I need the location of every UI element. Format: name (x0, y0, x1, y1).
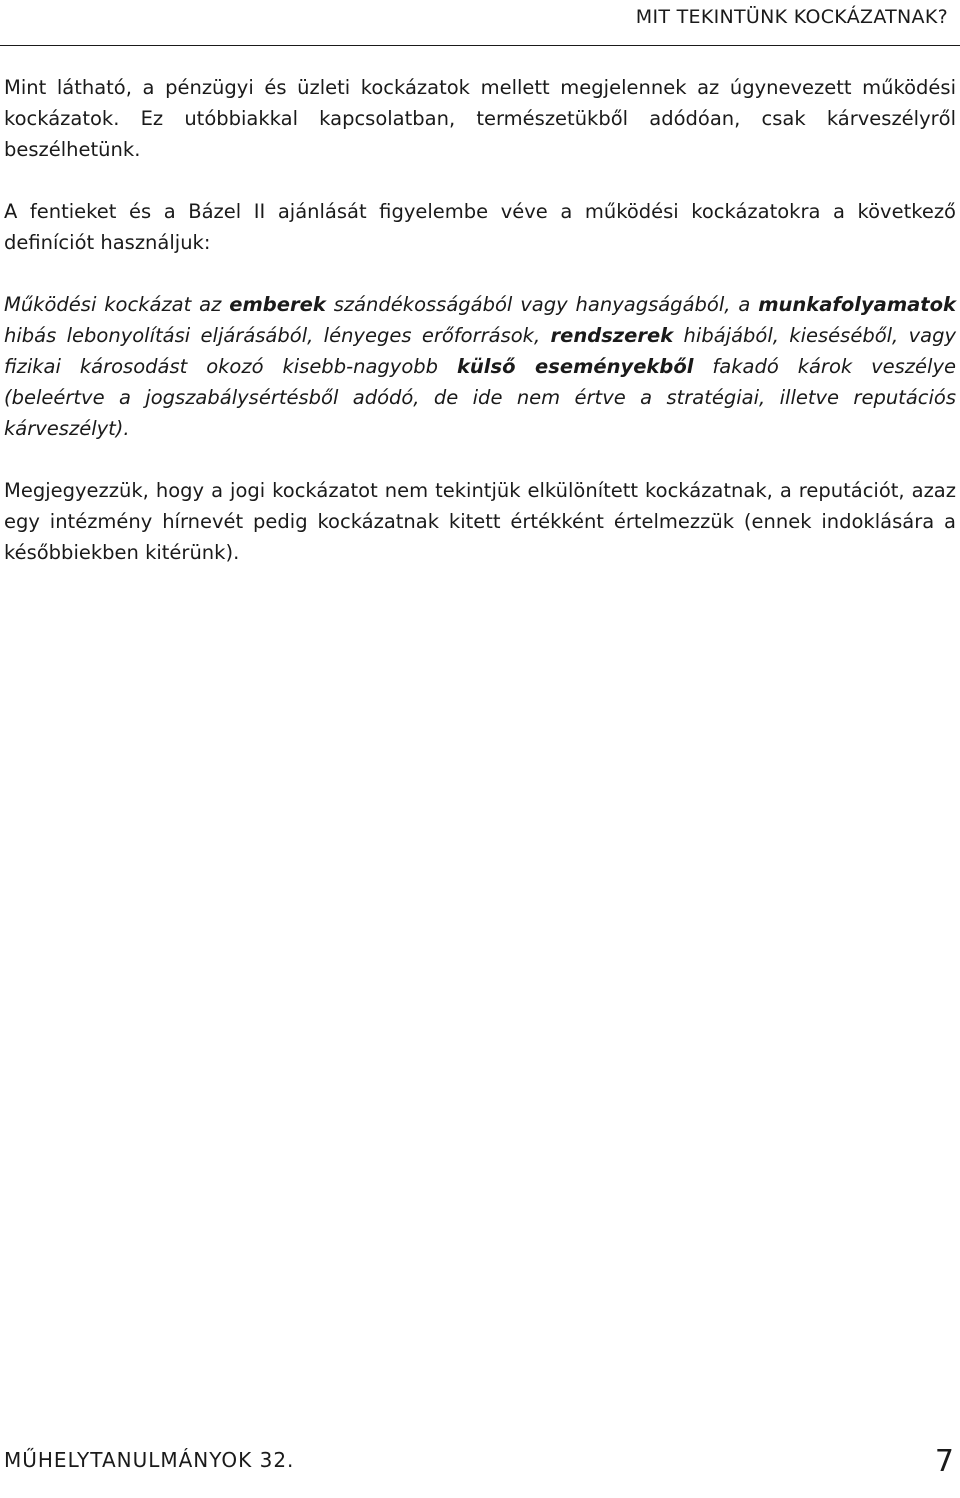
definition-text-3: hibás lebonyolítási eljárásából, lényeges erőforrások, (4, 324, 551, 347)
header-rule (0, 45, 960, 46)
definition-text-1: Működési kockázat az (4, 293, 230, 316)
definition-bold-processes: munkafolyamatok (758, 293, 956, 316)
definition-bold-systems: rendszerek (550, 324, 674, 347)
footer-journal-title: MŰHELYTANULMÁNYOK 32. (4, 1448, 295, 1472)
running-header-title: MIT TEKINTÜNK KOCKÁZATNAK? (635, 6, 948, 28)
paragraph-intro: Mint látható, a pénzügyi és üzleti kockázatok mellett megjelennek az úgynevezett működési kockázatok. Ez utóbbiakkal kapcsolatban, természetükből adódóan, csak kárveszélyről beszélhetünk. (4, 76, 956, 161)
paragraph-note: Megjegyezzük, hogy a jogi kockázatot nem tekintjük elkülönített kockázatnak, a reputációt, azaz egy intézmény hírnevét pedig kockázatnak kitett értékként értelmezzük (ennek indoklására a későbbiekben kitérünk). (4, 479, 956, 564)
body-text (4, 72, 956, 599)
definition-bold-external-events: külső eseményekből (456, 355, 694, 378)
definition-bold-people: emberek (229, 293, 326, 316)
definition-text-2: szándékosságából vagy hanyagságából, a (325, 293, 759, 316)
definition-paragraph (4, 289, 956, 444)
paragraph-basel: A fentieket és a Bázel II ajánlását figyelembe véve a működési kockázatokra a következő definíciót használjuk: (4, 200, 956, 254)
definition-text-4: hibájából, kieséséből, vagy fizikai károsodást okozó kisebb-nagyobb (4, 324, 957, 378)
definition-text-5: fakadó károk veszélye (beleértve a jogszabálysértésből adódó, de ide nem értve a stratégiai, illetve reputációs kárveszélyt). (4, 355, 956, 440)
footer-page-number: 7 (934, 1444, 954, 1479)
page-footer (4, 1444, 954, 1488)
